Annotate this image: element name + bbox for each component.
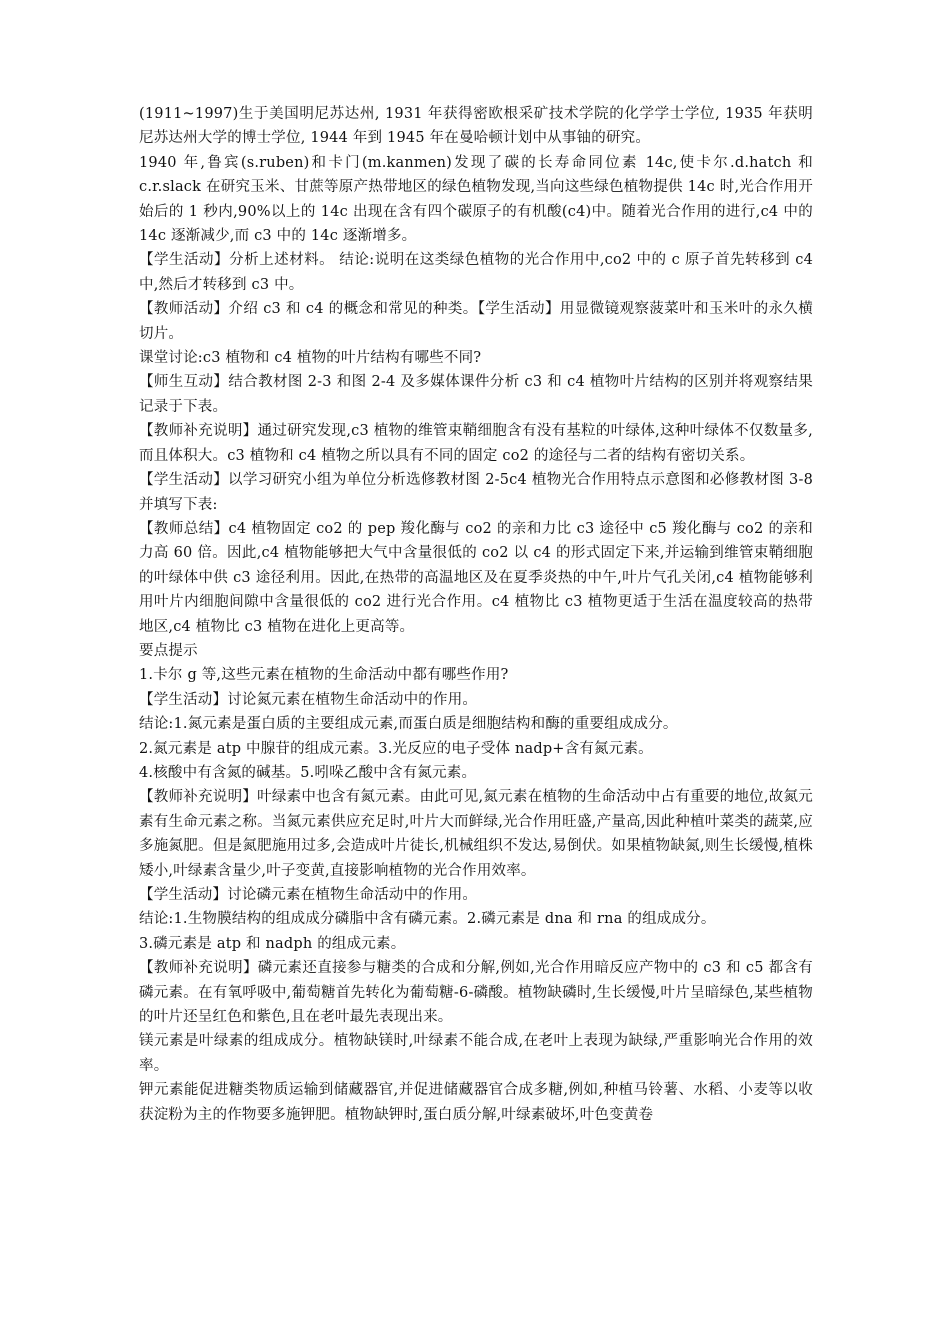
paragraph-bio-calvin: (1911~1997)生于美国明尼苏达州, 1931 年获得密欧根采矿技术学院的化学学士学位, 1935 年获明尼苏达州大学的博士学位, 1944 年到 1945 年在曼哈顿计划中从事铀的研究。 (139, 106, 813, 147)
paragraph-teacher-note-phosphorus: 【教师补充说明】磷元素还直接参与糖类的合成和分解,例如,光合作用暗反应产物中的 c3 和 c5 都含有磷元素。在有氧呼吸中,葡萄糖首先转化为葡萄糖-6-磷酸。植物缺磷时,生长缓慢,叶片呈暗绿色,某些植物的叶片还呈红色和紫色,且在老叶最先表现出来。 (139, 960, 813, 1026)
paragraph-teacher-note-chloroplast: 【教师补充说明】通过研究发现,c3 植物的维管束鞘细胞含有没有基粒的叶绿体,这种叶绿体不仅数量多,而且体积大。c3 植物和 c4 植物之所以具有不同的固定 co2 的途径与二者的结构有密切关系。 (139, 423, 813, 464)
document-body (139, 102, 813, 1127)
paragraph-nitrogen-conclusion-1: 结论:1.氮元素是蛋白质的主要组成元素,而蛋白质是细胞结构和酶的重要组成成分。 (139, 716, 678, 733)
paragraph-class-discussion: 课堂讨论:c3 植物和 c4 植物的叶片结构有哪些不同? (139, 350, 482, 367)
paragraph-student-activity-nitrogen: 【学生活动】讨论氮元素在植物生命活动中的作用。 (139, 691, 478, 708)
paragraph-student-activity-analysis: 【学生活动】分析上述材料。 结论:说明在这类绿色植物的光合作用中,co2 中的 c 原子首先转移到 c4 中,然后才转移到 c3 中。 (139, 252, 813, 293)
paragraph-student-activity-phosphorus: 【学生活动】讨论磷元素在植物生命活动中的作用。 (139, 887, 478, 903)
paragraph-teacher-summary: 【教师总结】c4 植物固定 co2 的 pep 羧化酶与 co2 的亲和力比 c3 途径中 c5 羧化酶与 co2 的亲和力高 60 倍。因此,c4 植物能够把大气中含量很低的 co2 以 c4 的形式固定下来,并运输到维管束鞘细胞的叶绿体中供 c3 途径利用。因此,在热带的高温地区及在夏季炎热的中午,叶片气孔关闭,c4 植物能够利用叶片内细胞间隙中含量很低的 co2 进行光合作用。c4 植物比 c3 植物更适于生活在温度较高的热带地区,c4 植物比 c3 植物在进化上更高等。 (139, 520, 813, 635)
paragraph-potassium: 钾元素能促进糖类物质运输到储藏器官,并促进储藏器官合成多糖,例如,种植马铃薯、水稻、小麦等以收获淀粉为主的作物要多施钾肥。植物缺钾时,蛋白质分解,叶绿素破坏,叶色变黄卷 (139, 1082, 813, 1123)
paragraph-interaction-leaf-structure: 【师生互动】结合教材图 2-3 和图 2-4 及多媒体课件分析 c3 和 c4 植物叶片结构的区别并将观察结果记录于下表。 (139, 374, 813, 415)
paragraph-student-activity-group: 【学生活动】以学习研究小组为单位分析选修教材图 2-5c4 植物光合作用特点示意图和必修教材图 3-8 并填写下表: (139, 472, 813, 513)
paragraph-key-points-heading: 要点提示 (139, 642, 198, 659)
paragraph-teacher-note-nitrogen: 【教师补充说明】叶绿素中也含有氮元素。由此可见,氮元素在植物的生命活动中占有重要的地位,故氮元素有生命元素之称。当氮元素供应充足时,叶片大而鲜绿,光合作用旺盛,产量高,因此种植叶菜类的蔬菜,应多施氮肥。但是氮肥施用过多,会造成叶片徒长,机械组织不发达,易倒伏。如果植物缺氮,则生长缓慢,植株矮小,叶绿素含量少,叶子变黄,直接影响植物的光合作用效率。 (139, 789, 813, 879)
paragraph-teacher-activity-c3-c4: 【教师活动】介绍 c3 和 c4 的概念和常见的种类。【学生活动】用显微镜观察菠菜叶和玉米叶的永久横切片。 (139, 301, 813, 342)
paragraph-nitrogen-conclusion-2: 2.氮元素是 atp 中腺苷的组成元素。3.光反应的电子受体 nadp+含有氮元素。 (139, 740, 653, 757)
paragraph-phosphorus-conclusion-2: 3.磷元素是 atp 和 nadph 的组成元素。 (139, 935, 406, 952)
paragraph-magnesium: 镁元素是叶绿素的组成成分。植物缺镁时,叶绿素不能合成,在老叶上表现为缺绿,严重影响光合作用的效率。 (139, 1033, 813, 1074)
paragraph-key-point-1: 1.卡尔 g 等,这些元素在植物的生命活动中都有哪些作用? (139, 667, 509, 684)
paragraph-phosphorus-conclusion-1: 结论:1.生物膜结构的组成成分磷脂中含有磷元素。2.磷元素是 dna 和 rna 的组成成分。 (139, 911, 716, 928)
paragraph-isotope-discovery: 1940 年,鲁宾(s.ruben)和卡门(m.kanmen)发现了碳的长寿命同位素 14c,使卡尔.d.hatch 和 c.r.slack 在研究玉米、甘蔗等原产热带地区的绿色植物发现,当向这些绿色植物提供 14c 时,光合作用开始后的 1 秒内,90%以上的 14c 出现在含有四个碳原子的有机酸(c4)中。随着光合作用的进行,c4 中的 14c 逐渐减少,而 c3 中的 14c 逐渐增多。 (139, 154, 813, 245)
paragraph-nitrogen-conclusion-3: 4.核酸中有含氮的碱基。5.吲哚乙酸中含有氮元素。 (139, 764, 477, 781)
